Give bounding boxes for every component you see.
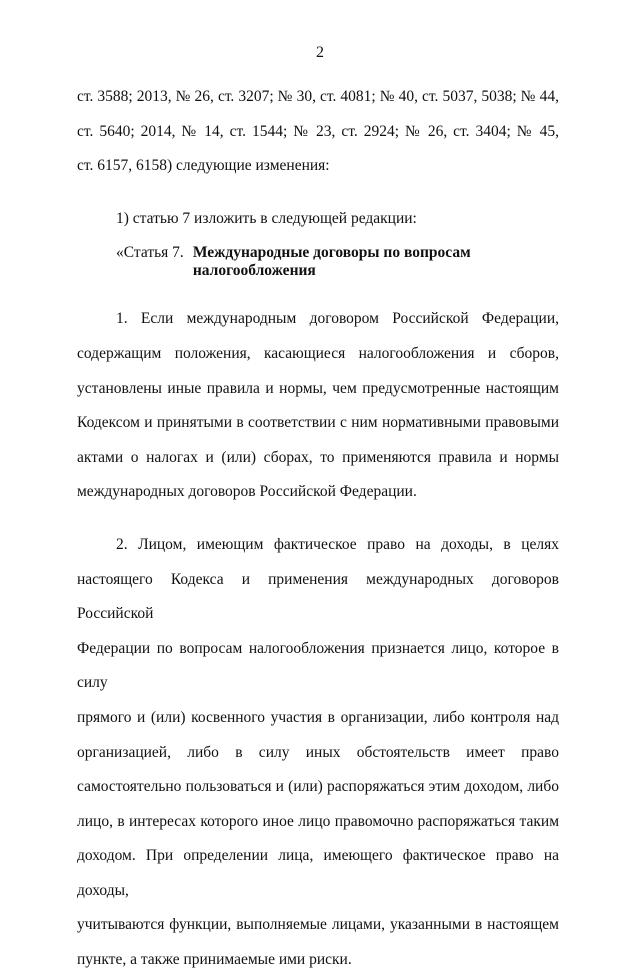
document-body	[77, 80, 559, 978]
paragraph-1-line-6: международных договоров Российской Федерации.	[77, 483, 417, 501]
intro-line-1: ст. 3588; 2013, № 26, ст. 3207; № 30, ст. 4081; № 40, ст. 5037, 5038; № 44,	[77, 88, 559, 105]
intro-line-3: ст. 6157, 6158) следующие изменения:	[77, 157, 330, 175]
paragraph-2-line-5: организацией, либо в силу иных обстоятельств имеет право	[77, 743, 559, 761]
page-number: 2	[316, 44, 324, 61]
paragraph-2-line-10: пункте, а также принимаемые ими риски.	[77, 951, 352, 969]
paragraph-1-line-3: установлены иные правила и нормы, чем предусмотренные настоящим	[77, 379, 559, 397]
article-title-line-1: Международные договоры по вопросам	[192, 244, 471, 262]
paragraph-2-line-4: прямого и (или) косвенного участия в организации, либо контроля над	[77, 708, 559, 726]
article-number: «Статья 7.	[116, 244, 184, 262]
article-paragraph-1	[77, 302, 559, 510]
paragraph-1-line-5: актами о налогах и (или) сборах, то применяются правила и нормы	[77, 448, 559, 466]
paragraph-2-line-9: учитываются функции, выполняемые лицами, указанными в настоящем	[77, 916, 559, 934]
intro-line-2: ст. 5640; 2014, № 14, ст. 1544; № 23, ст. 2924; № 26, ст. 3404; № 45,	[77, 122, 559, 140]
article-title	[193, 244, 471, 280]
paragraph-2-line-6: самостоятельно пользоваться и (или) распоряжаться этим доходом, либо	[77, 778, 559, 796]
paragraph-2-line-8: доходом. При определении лица, имеющего фактическое право на доходы,	[77, 847, 559, 899]
paragraph-1-line-2: содержащим положения, касающиеся налогообложения и сборов,	[77, 344, 559, 362]
article-paragraph-2	[77, 528, 559, 978]
item-1: 1) статью 7 изложить в следующей редакции:	[116, 209, 417, 227]
paragraph-2-line-7: лицо, в интересах которого иное лицо правомочно распоряжаться таким	[77, 812, 559, 830]
paragraph-1-line-4: Кодексом и принятыми в соответствии с ним нормативными правовыми	[77, 414, 559, 432]
article-heading	[116, 244, 559, 280]
paragraph-1-line-1: 1. Если международным договором Российской Федерации,	[116, 310, 559, 328]
paragraph-2-line-3: Федерации по вопросам налогообложения признается лицо, которое в силу	[77, 639, 559, 692]
intro-paragraph	[77, 80, 559, 184]
paragraph-2-line-2: настоящего Кодекса и применения международных договоров Российской	[77, 570, 559, 623]
article-title-line-2: налогообложения	[192, 262, 316, 280]
paragraph-2-line-1: 2. Лицом, имеющим фактическое право на доходы, в целях	[116, 535, 559, 553]
